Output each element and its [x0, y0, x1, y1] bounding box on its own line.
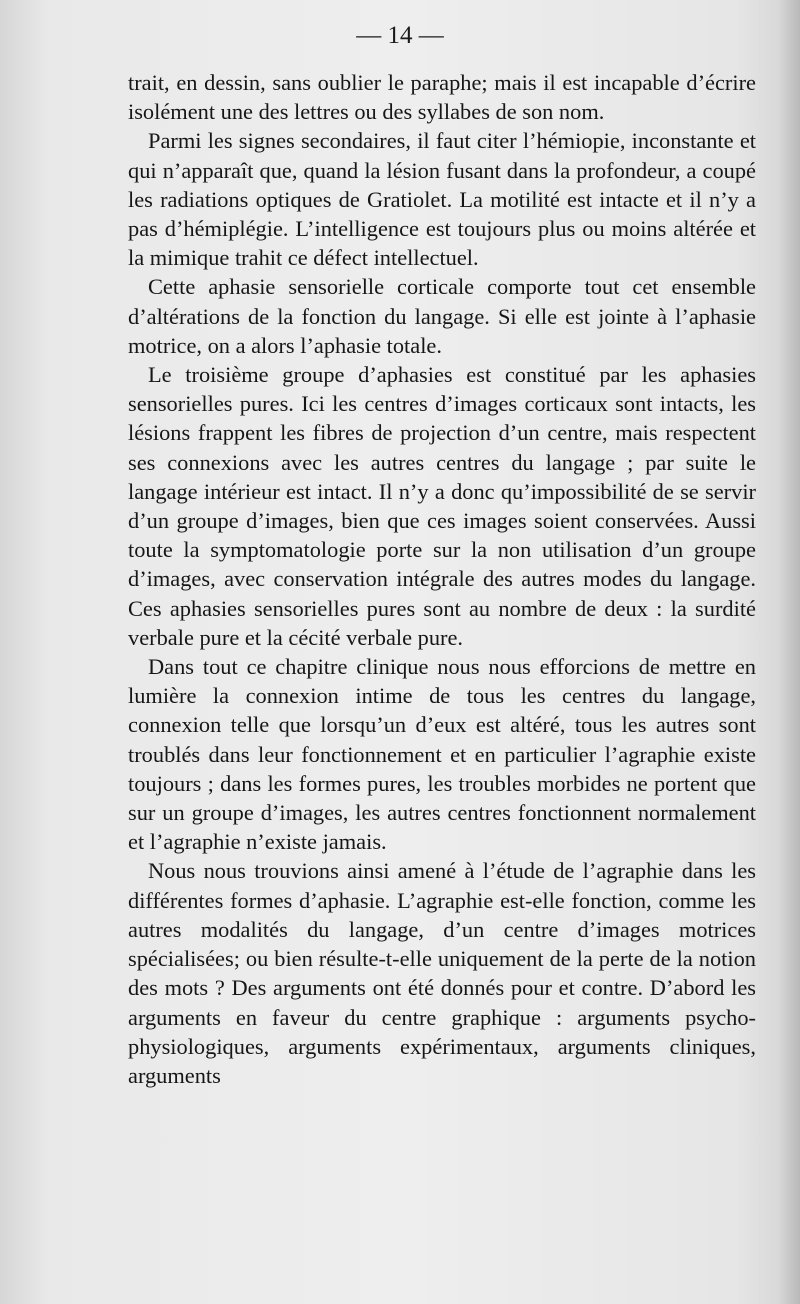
paragraph-continuation: trait, en dessin, sans oublier le paraphe; mais il est incapable d’écrire isolément une des lettres ou des syllabes de son nom. [128, 70, 756, 125]
paragraph-cortical-aphasia: Cette aphasie sensorielle corticale comporte tout cet ensemble d’altérations de la fonction du langage. Si elle est jointe à l’aphasie motrice, on a alors l’aphasie totale. [128, 274, 756, 358]
page-edge-shadow [778, 0, 800, 1304]
paragraph-agraphia: Nous nous trouvions ainsi amené à l’étude de l’agraphie dans les différentes formes d’aphasie. L’agraphie est-elle fonction, comme les autres modalités du langage, d’un centre d’images motrices spécialisées; ou bien résulte-t-elle uniquement de la perte de la notion des mots ? Des arguments ont été donnés pour et contre. D’abord les arguments en faveur du centre graphique : arguments psycho-physiologiques, arguments expérimentaux, arguments cliniques, arguments [128, 858, 756, 1088]
paragraph-pure-aphasias: Le troisième groupe d’aphasies est constitué par les aphasies sensorielles pures. Ici les centres d’images corticaux sont intacts, les lésions frappent les fibres de projection d’un centre, mais respectent ses connexions avec les autres centres du langage ; par suite le langage intérieur est intact. Il n’y a donc qu’impossibilité de se servir d’un groupe d’images, bien que ces images soient conservées. Aussi toute la symptomatologie porte sur la non utilisation d’un groupe d’images, avec conservation intégrale des autres modes du langage. Ces aphasies sensorielles pures sont au nombre de deux : la surdité verbale pure et la cécité verbale pure. [128, 362, 756, 650]
page-body [128, 68, 756, 1090]
paragraph-clinical-chapter: Dans tout ce chapitre clinique nous nous efforcions de mettre en lumière la connexion intime de tous les centres du langage, connexion telle que lorsqu’un d’eux est altéré, tous les autres sont troublés dans leur fonctionnement et en particulier l’agraphie existe toujours ; dans les formes pures, les troubles morbides ne portent que sur un groupe d’images, les autres centres fonctionnent normalement et l’agraphie n’existe jamais. [128, 654, 756, 855]
paragraph-secondary-signs: Parmi les signes secondaires, il faut citer l’hémiopie, inconstante et qui n’apparaît que, quand la lésion fusant dans la profondeur, a coupé les radiations optiques de Gratiolet. La motilité est intacte et il n’y a pas d’hémiplégie. L’intelligence est toujours plus ou moins altérée et la mimique trahit ce défect intellectuel. [128, 128, 756, 271]
page-number: — 14 — [356, 22, 444, 49]
